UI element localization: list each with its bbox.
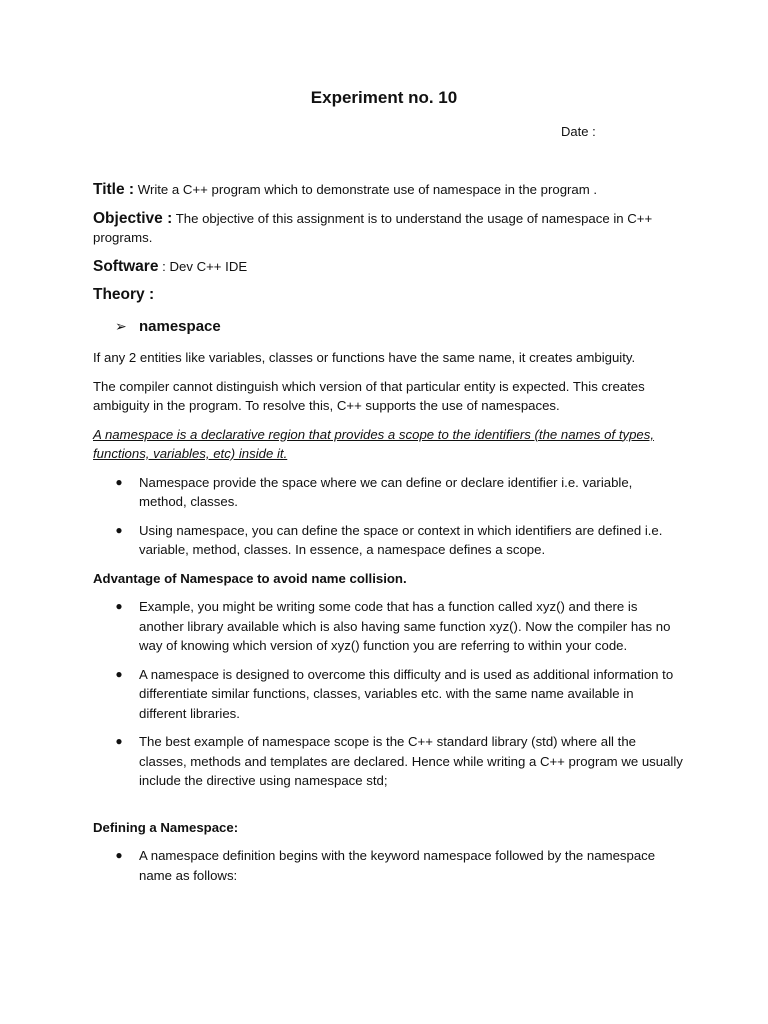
spacer bbox=[93, 800, 683, 818]
list-item: ● A namespace definition begins with the keyword namespace followed by the namespace name as follows: bbox=[93, 846, 683, 885]
title-label: Title : bbox=[93, 181, 135, 198]
page-title: Experiment no. 10 bbox=[310, 88, 458, 107]
title-text: Write a C++ program which to demonstrate use of namespace in the program . bbox=[137, 182, 598, 197]
subheading-text: namespace bbox=[139, 317, 221, 335]
software-text: : Dev C++ IDE bbox=[162, 258, 248, 274]
objective-text: The objective of this assignment is to understand the usage of namespace in C++ programs. bbox=[93, 210, 653, 245]
bullet-dot-icon: ● bbox=[115, 666, 123, 681]
bullet-dot-icon: ● bbox=[115, 474, 123, 489]
date-label: Date : bbox=[561, 124, 596, 139]
software-label: Software bbox=[93, 257, 159, 275]
title-row bbox=[93, 180, 683, 200]
definition-text: A namespace is a declarative region that provides a scope to the identifiers (the names of types, functions, variables, etc) inside it. bbox=[93, 426, 655, 461]
bullet-dot-icon: ● bbox=[115, 848, 123, 862]
software-row bbox=[93, 257, 683, 277]
defining-bullet-list bbox=[93, 846, 683, 885]
bullet-dot-icon: ● bbox=[115, 734, 123, 748]
paragraph-ambiguity: If any 2 entities like variables, classes or functions have the same name, it creates ambiguity. bbox=[93, 350, 636, 365]
objective-row bbox=[93, 209, 683, 248]
objective-label: Objective : bbox=[93, 209, 173, 227]
paragraph-compiler: The compiler cannot distinguish which version of that particular entity is expected. This creates ambiguity in the program. To resolve this, C++ supports the use of namespaces. bbox=[93, 378, 645, 413]
arrow-bullet-icon: ➢ bbox=[115, 317, 127, 334]
defining-heading: Defining a Namespace: bbox=[93, 819, 239, 835]
advantage-bullet-list bbox=[93, 597, 683, 791]
bullet-dot-icon: ● bbox=[115, 522, 123, 537]
namespace-bullet-list bbox=[93, 473, 683, 560]
list-item: ● Namespace provide the space where we can define or declare identifier i.e. variable, method, classes. bbox=[93, 473, 683, 512]
list-item: ● Example, you might be writing some code that has a function called xyz() and there is another library available which is also having same function xyz(). Now the compiler has no way of knowing which version of xyz() function you are referring to within your code. bbox=[93, 597, 683, 656]
document-body bbox=[93, 180, 683, 894]
advantage-heading: Advantage of Namespace to avoid name collision. bbox=[93, 570, 407, 586]
theory-heading: Theory : bbox=[93, 286, 155, 303]
list-item: ● The best example of namespace scope is the C++ standard library (std) where all the classes, methods and templates are declared. Hence while writing a C++ program we usually include the directive using namespace std; bbox=[93, 732, 683, 791]
namespace-subheading bbox=[115, 317, 683, 337]
list-item: ● Using namespace, you can define the space or context in which identifiers are defined i.e. variable, method, classes. In essence, a namespace defines a scope. bbox=[93, 521, 683, 560]
bullet-dot-icon: ● bbox=[115, 599, 123, 613]
list-item: ● A namespace is designed to overcome this difficulty and is used as additional information to differentiate similar functions, classes, variables etc. with the same name available in different libraries. bbox=[93, 665, 683, 724]
